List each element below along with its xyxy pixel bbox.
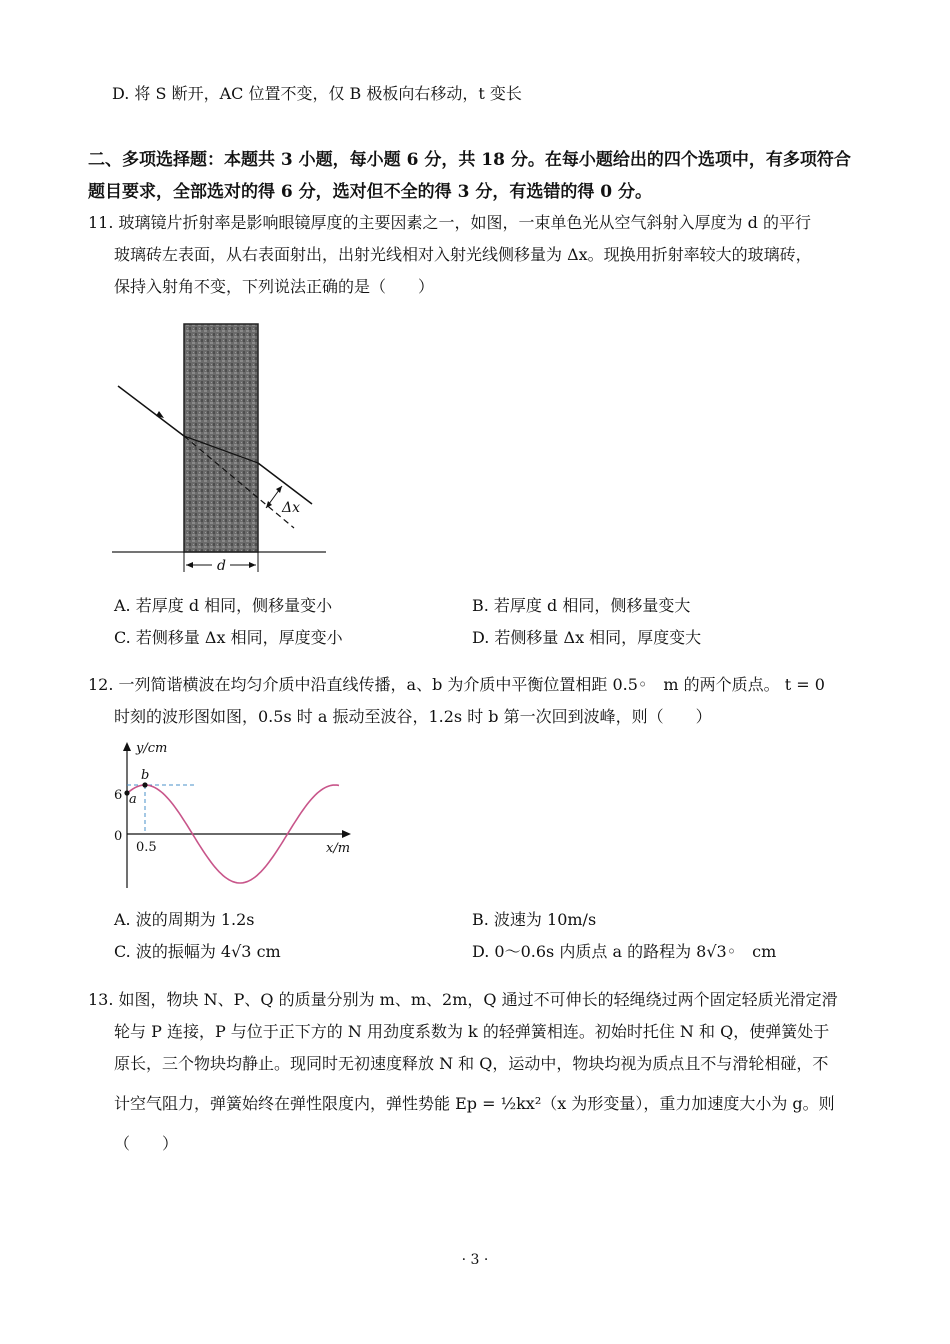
q10-option-d: D. 将 S 断开，AC 位置不变，仅 B 极板向右移动，t 变长 (112, 84, 522, 103)
section2-heading-line2: 题目要求，全部选对的得 6 分，选对但不全的得 3 分，有选错的得 0 分。 (88, 182, 652, 202)
q11-option-a: A. 若厚度 d 相同，侧移量变小 (114, 596, 333, 615)
q11-option-b: B. 若厚度 d 相同，侧移量变大 (472, 596, 691, 615)
page-number: · 3 · (461, 1252, 489, 1268)
dx-label: Δx (282, 500, 301, 516)
emergent-ray (258, 463, 312, 504)
q11-stem-line2: 玻璃砖左表面，从右表面射出，出射光线相对入射光线侧移量为 Δx。现换用折射率较大的玻璃砖， (114, 245, 812, 264)
point-a-label: a (129, 792, 137, 807)
point-b-marker (142, 782, 147, 787)
q13-stem-line2: 轮与 P 连接，P 与位于正下方的 N 用劲度系数为 k 的轻弹簧相连。初始时托住 N 和 Q，使弹簧处于 (114, 1022, 830, 1041)
y-axis-label: y/cm (136, 741, 168, 756)
q12-option-d: D. 0～0.6s 内质点 a 的路程为 8√3◦ cm (472, 942, 777, 961)
x-axis-label: x/m (326, 841, 351, 856)
point-b-label: b (141, 768, 150, 783)
q12-stem-line2: 时刻的波形图如图，0.5s 时 a 振动至波谷，1.2s 时 b 第一次回到波峰，则（ ） (114, 707, 712, 726)
q11-option-d: D. 若侧移量 Δx 相同，厚度变大 (472, 628, 702, 647)
y-axis-arrow-icon (123, 742, 131, 751)
y-tick-label: 6 (114, 788, 123, 803)
x-axis-arrow-icon (342, 830, 351, 838)
q11-stem-line1: 11. 玻璃镜片折射率是影响眼镜厚度的主要因素之一，如图，一束单色光从空气斜射入厚度为 d 的平行 (88, 213, 811, 232)
incident-ray (118, 386, 184, 436)
q13-stem-line5: （ ） (114, 1134, 179, 1153)
q11-glass-figure (108, 318, 338, 578)
q12-option-a: A. 波的周期为 1.2s (114, 910, 255, 929)
q13-stem-line4: 计空气阻力，弹簧始终在弹性限度内，弹性势能 Ep = ½kx²（x 为形变量），重力加速度大小为 g。则 (114, 1094, 835, 1113)
d-label: d (217, 558, 226, 574)
q12-option-c: C. 波的振幅为 4√3 cm (114, 942, 281, 961)
q11-option-c: C. 若侧移量 Δx 相同，厚度变小 (114, 628, 343, 647)
q12-option-b: B. 波速为 10m/s (472, 910, 597, 929)
q12-stem-line1: 12. 一列简谐横波在均匀介质中沿直线传播，a、b 为介质中平衡位置相距 0.5◦ m 的两个质点。 t = 0 (88, 675, 825, 694)
dx-arrow-up-icon (276, 486, 282, 493)
incident-arrow-icon (156, 411, 164, 418)
origin-label: 0 (114, 829, 123, 844)
q13-stem-line3: 原长，三个物块均静止。现同时无初速度释放 N 和 Q，运动中，物块均视为质点且不与滑轮相碰，不 (114, 1054, 829, 1073)
q11-stem-line3: 保持入射角不变，下列说法正确的是（ ） (114, 277, 435, 296)
d-arrow-right-icon (249, 562, 256, 568)
q13-stem-line1: 13. 如图，物块 N、P、Q 的质量分别为 m、m、2m，Q 通过不可伸长的轻绳绕过两个固定轻质光滑定滑 (88, 990, 838, 1009)
d-arrow-left-icon (186, 562, 193, 568)
glass-slab (184, 324, 258, 552)
x-tick-label: 0.5 (136, 840, 157, 855)
section2-heading-line1: 二、多项选择题：本题共 3 小题，每小题 6 分，共 18 分。在每小题给出的四个选项中，有多项符合 (88, 150, 851, 170)
q12-wave-chart (108, 738, 358, 896)
